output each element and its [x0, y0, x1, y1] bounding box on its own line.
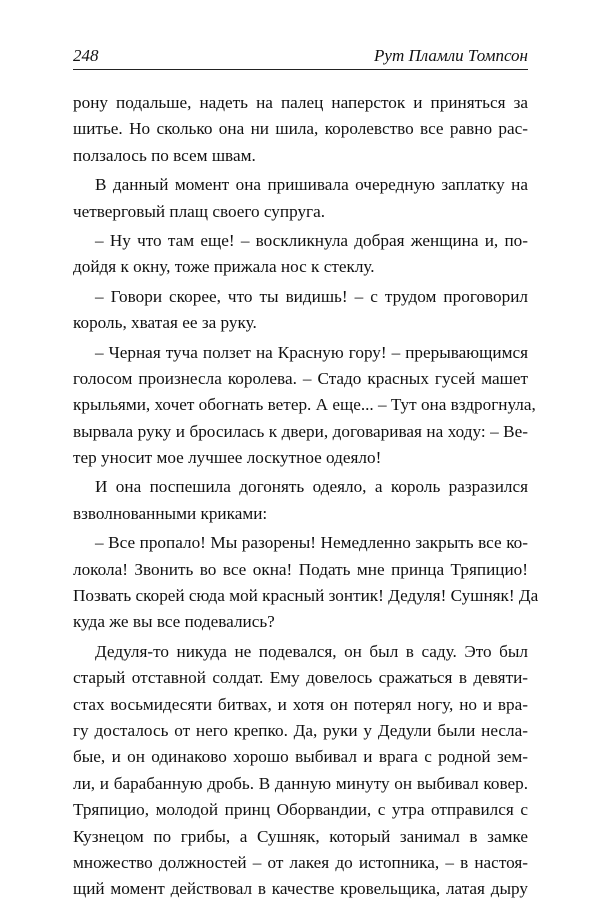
- text-line: король, хватая ее за руку.: [73, 313, 257, 333]
- text-line: рону подальше, надеть на палец наперсток и приняться за: [73, 93, 528, 112]
- text-line: вырвала руку и бросилась к двери, договаривая на ходу: – Ве-: [73, 421, 528, 441]
- text-line: – Черная туча ползет на Красную гору! – прерывающимся: [95, 342, 528, 362]
- text-line: шитье. Но сколько она ни шила, королевство все равно рас-: [73, 119, 528, 139]
- text-line: крыльями, хочет обогнать ветер. А еще... – Тут она вздрогнула,: [73, 395, 536, 415]
- text-line: множество должностей – от лакея до истопника, – в настоя-: [73, 852, 528, 872]
- text-line: дойдя к окну, тоже прижала нос к стеклу.: [73, 257, 375, 277]
- text-line: – Ну что там еще! – воскликнула добрая женщина и, по-: [95, 230, 528, 250]
- text-line: ли, и барабанную дробь. В данную минуту он выбивал ковер.: [73, 773, 528, 793]
- text-line: Кузнецом по грибы, а Сушняк, который занимал в замке: [73, 826, 528, 846]
- text-line: щий момент действовал в качестве кровельщика, латая дыру: [73, 879, 528, 899]
- paragraph: [73, 90, 528, 169]
- text-line: Тряпицио, молодой принц Оборвандии, с утра отправился с: [73, 800, 528, 820]
- paragraph: [73, 172, 528, 225]
- text-line: ползалось по всем швам.: [73, 145, 256, 165]
- text-line: стах восьмидесяти битвах, и хотя он потерял ногу, но и вра-: [73, 694, 528, 714]
- running-title: Рут Пламли Томпсон: [374, 46, 528, 65]
- text-line: взволнованными криками:: [73, 503, 268, 523]
- paragraph: [73, 530, 539, 636]
- page-number: 248: [73, 46, 99, 65]
- text-line: – Все пропало! Мы разорены! Немедленно закрыть все ко-: [95, 533, 528, 553]
- text-line: бые, и он одинаково хорошо выбивал и врага с родной зем-: [73, 747, 528, 767]
- paragraph: [73, 284, 528, 337]
- text-line: тер уносит мое лучшее лоскутное одеяло!: [73, 448, 382, 468]
- paragraph: [73, 340, 536, 472]
- header-rule: [73, 69, 528, 70]
- body-text: [73, 90, 539, 906]
- text-line: четверговый плащ своего супруга.: [73, 201, 326, 221]
- paragraph: [73, 474, 528, 527]
- text-line: Позвать скорей сюда мой красный зонтик! Дедуля! Сушняк! Да: [73, 586, 539, 606]
- text-line: локола! Звонить во все окна! Подать мне принца Тряпицио!: [73, 559, 528, 579]
- text-line: старый отставной солдат. Ему довелось сражаться в девяти-: [73, 668, 528, 688]
- text-line: И она поспешила догонять одеяло, а король разразился: [95, 477, 528, 497]
- text-line: В данный момент она пришивала очередную заплатку на: [95, 175, 528, 195]
- paragraph: [73, 639, 528, 903]
- text-line: голосом произнесла королева. – Стадо красных гусей машет: [73, 368, 528, 388]
- text-line: – Говори скорее, что ты видишь! – с трудом проговорил: [95, 286, 528, 306]
- paragraph: [73, 228, 528, 281]
- text-line: Дедуля-то никуда не подевался, он был в саду. Это был: [95, 641, 528, 661]
- running-head: [73, 44, 528, 68]
- text-line: куда же вы все подевались?: [73, 612, 275, 632]
- text-line: гу досталось от него крепко. Да, руки у Дедули были несла-: [73, 720, 528, 740]
